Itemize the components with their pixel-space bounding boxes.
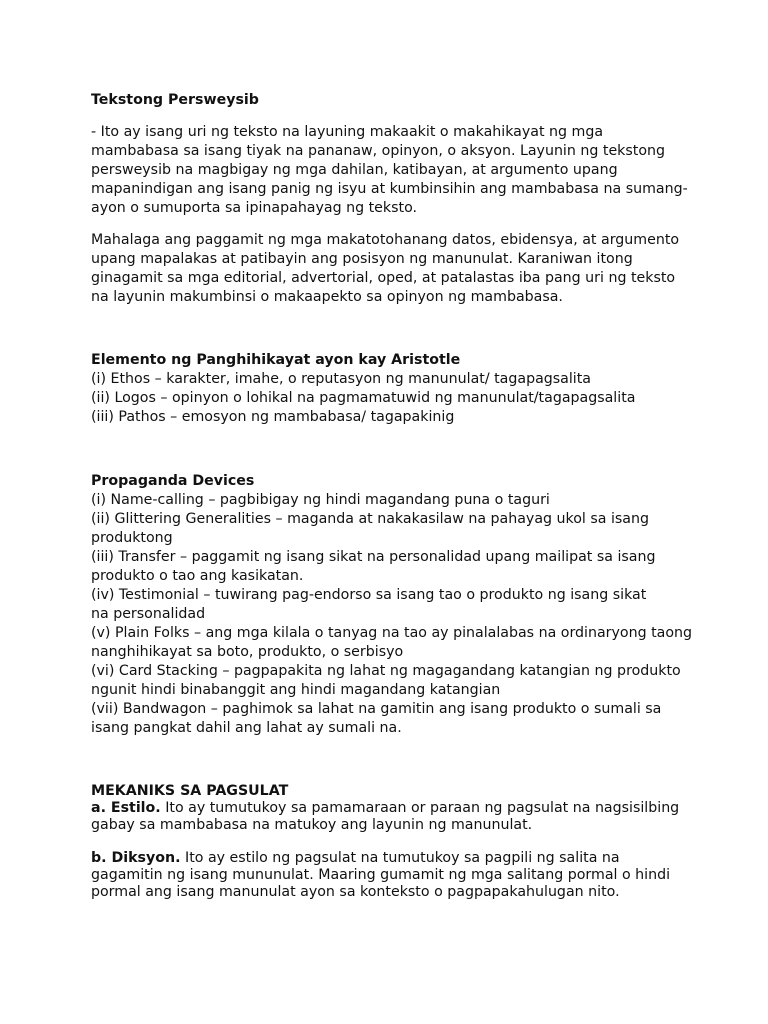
text-line: na layunin makumbinsi o makaapekto sa opinyon ng mambabasa.	[91, 289, 563, 305]
text-line: persweysib na magbigay ng mga dahilan, katibayan, at argumento upang	[91, 162, 618, 178]
list-item: (iii) Transfer – paggamit ng isang sikat na personalidad upang mailipat sa isang	[91, 549, 656, 565]
list-item: ngunit hindi binabanggit ang hindi magandang katangian	[91, 682, 501, 698]
text-line: pormal ang isang manunulat ayon sa konteksto o pagpapakahulugan nito.	[91, 884, 620, 900]
text-line: gabay sa mambabasa na matukoy ang layunin ng manunulat.	[91, 817, 533, 833]
section-heading: MEKANIKS SA PAGSULAT	[91, 783, 289, 799]
list-item: (iv) Testimonial – tuwirang pag-endorso sa isang tao o produkto ng isang sikat	[91, 587, 647, 603]
list-item: (vii) Bandwagon – paghimok sa lahat na gamitin ang isang produkto o sumali sa	[91, 701, 662, 717]
estilo-line	[91, 800, 691, 817]
list-item: (iii) Pathos – emosyon ng mambabasa/ tagapakinig	[91, 409, 455, 425]
diksyon-line	[91, 850, 691, 867]
list-item: na personalidad	[91, 606, 206, 622]
diksyon-text: Ito ay estilo ng pagsulat na tumutukoy sa pagpili ng salita na	[180, 850, 620, 866]
text-line: gagamitin ng isang mununulat. Maaring gumamit ng mga salitang pormal o hindi	[91, 867, 671, 883]
intro-paragraph-1	[91, 123, 691, 218]
list-item: (vi) Card Stacking – pagpapakita ng lahat ng magagandang katangian ng produkto	[91, 663, 681, 679]
list-item: isang pangkat dahil ang lahat ay sumali na.	[91, 720, 402, 736]
text-line: upang mapalakas at patibayin ang posisyon ng manunulat. Karaniwan itong	[91, 251, 633, 267]
mekaniks-section	[91, 783, 691, 834]
list-item: (ii) Glittering Generalities – maganda at nakakasilaw na pahayag ukol sa isang	[91, 511, 649, 527]
list-item: (ii) Logos – opinyon o lohikal na pagmamatuwid ng manunulat/tagapagsalita	[91, 390, 636, 406]
text-line: mapanindigan ang isang panig ng isyu at kumbinsihin ang mambabasa na sumang-	[91, 181, 688, 197]
diksyon-paragraph	[91, 850, 691, 901]
section-heading: Elemento ng Panghihikayat ayon kay Aristotle	[91, 352, 461, 368]
list-item: (i) Ethos – karakter, imahe, o reputasyon ng manunulat/ tagapagsalita	[91, 371, 591, 387]
list-item: produkto o tao ang kasikatan.	[91, 568, 304, 584]
document-title-block	[91, 91, 691, 110]
text-line: ayon o sumuporta sa ipinapahayag ng teksto.	[91, 200, 418, 216]
intro-paragraph-2	[91, 231, 691, 307]
estilo-text: Ito ay tumutukoy sa pamamaraan or paraan ng pagsulat na nagsisilbing	[160, 800, 680, 816]
aristotle-section	[91, 351, 691, 427]
document-title: Tekstong Persweysib	[91, 92, 259, 108]
list-item: produktong	[91, 530, 173, 546]
text-line: ginagamit sa mga editorial, advertorial, oped, at patalastas iba pang uri ng teksto	[91, 270, 676, 286]
text-line: Mahalaga ang paggamit ng mga makatotohanang datos, ebidensya, at argumento	[91, 232, 680, 248]
list-item: (i) Name-calling – pagbibigay ng hindi magandang puna o taguri	[91, 492, 550, 508]
text-line: - Ito ay isang uri ng teksto na layuning makaakit o makahikayat ng mga	[91, 124, 604, 140]
diksyon-label: b. Diksyon.	[91, 850, 181, 866]
list-item: nanghihikayat sa boto, produkto, o serbisyo	[91, 644, 404, 660]
propaganda-section	[91, 472, 691, 738]
estilo-label: a. Estilo.	[91, 800, 161, 816]
section-heading: Propaganda Devices	[91, 473, 255, 489]
text-line: mambabasa sa isang tiyak na pananaw, opinyon, o aksyon. Layunin ng tekstong	[91, 143, 666, 159]
list-item: (v) Plain Folks – ang mga kilala o tanyag na tao ay pinalalabas na ordinaryong taong	[91, 625, 693, 641]
